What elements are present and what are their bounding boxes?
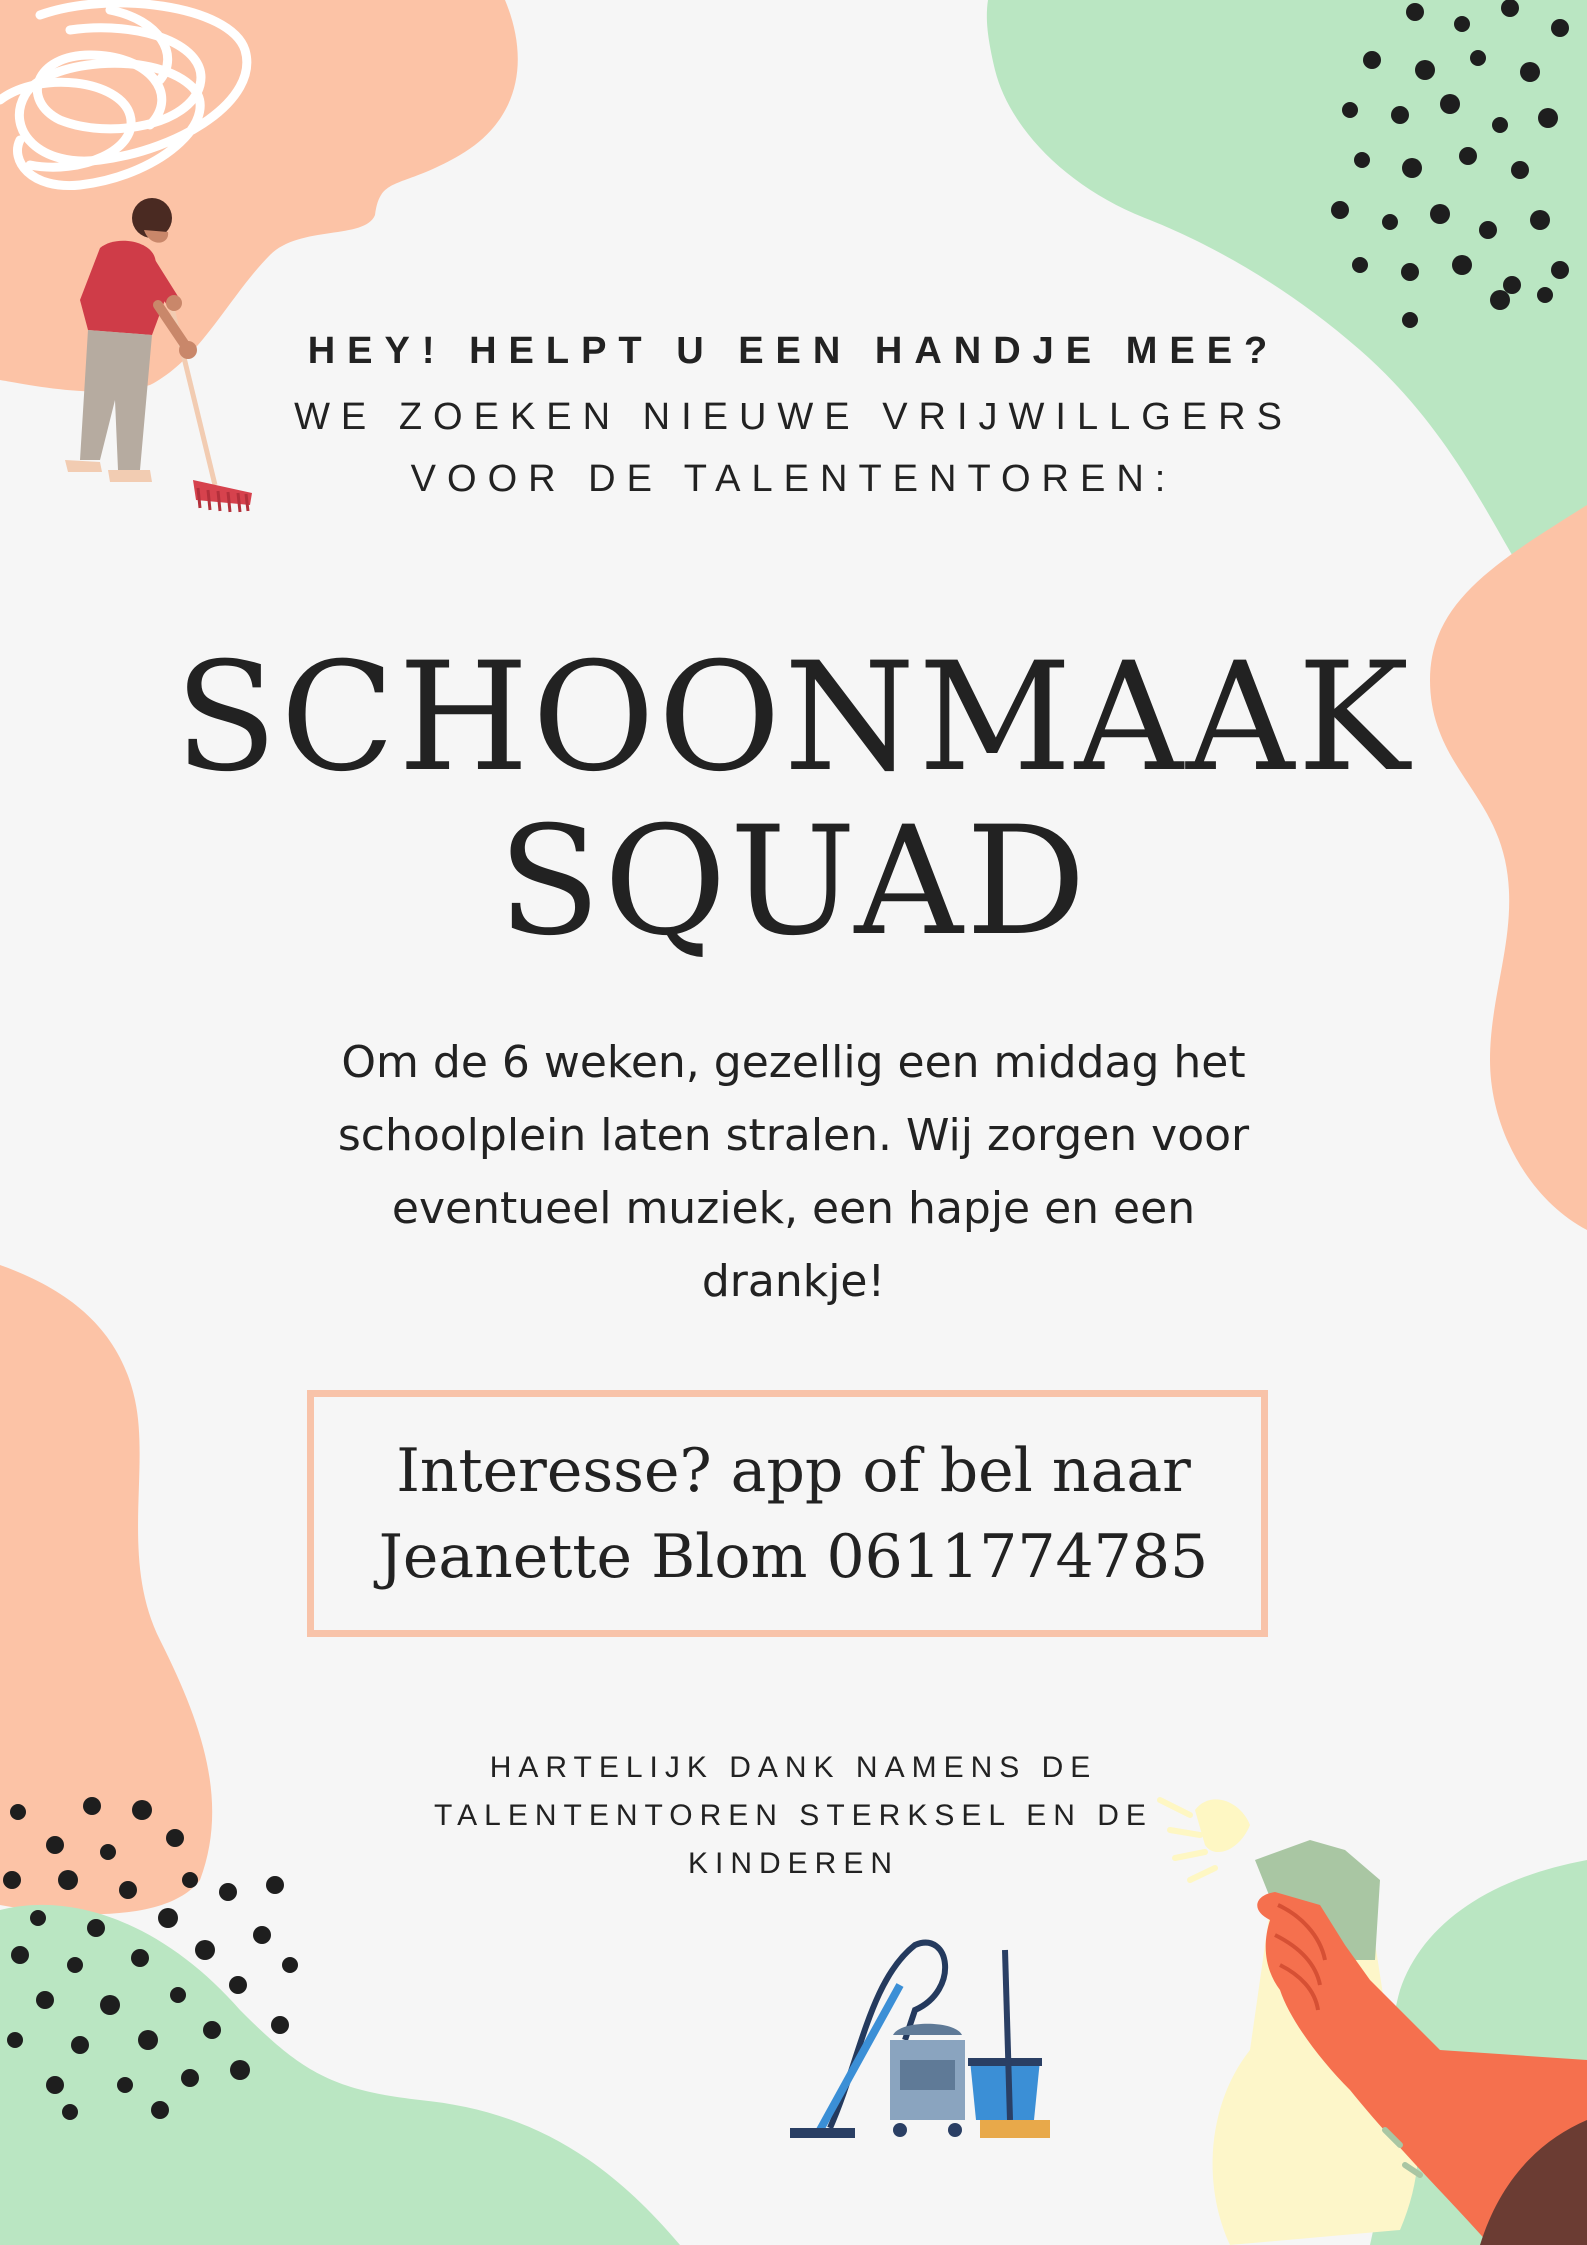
intro-line-3: VOOR DE TALENTENTOREN: bbox=[410, 458, 1177, 500]
main-title-line-1: SCHOONMAAK bbox=[174, 631, 1413, 805]
description-line-1: Om de 6 weken, gezellig een middag het bbox=[341, 1037, 1246, 1088]
contact-line-2: Jeanette Blom 0611774785 bbox=[378, 1522, 1209, 1592]
intro-heading: HEY! HELPT U EEN HANDJE MEE? bbox=[307, 330, 1280, 372]
thanks-line-2: TALENTENTOREN STERKSEL EN DE bbox=[434, 1799, 1153, 1832]
intro-line-2: WE ZOEKEN NIEUWE VRIJWILLGERS bbox=[294, 396, 1293, 438]
contact-line-1: Interesse? app of bel naar bbox=[396, 1436, 1191, 1506]
bottom-left-mint-blob bbox=[0, 1905, 680, 2245]
thanks-line-3: KINDEREN bbox=[687, 1847, 900, 1880]
thanks-line-1: HARTELIJK DANK NAMENS DE bbox=[489, 1751, 1098, 1784]
description-line-2: schoolplein laten stralen. Wij zorgen voor bbox=[337, 1110, 1250, 1161]
description-line-3: eventueel muziek, een hapje en een bbox=[391, 1183, 1196, 1234]
vacuum-and-mop-bucket-illustration bbox=[790, 1943, 1050, 2138]
description-line-4: drankje! bbox=[701, 1256, 886, 1307]
main-title-line-2: SQUAD bbox=[497, 795, 1090, 969]
